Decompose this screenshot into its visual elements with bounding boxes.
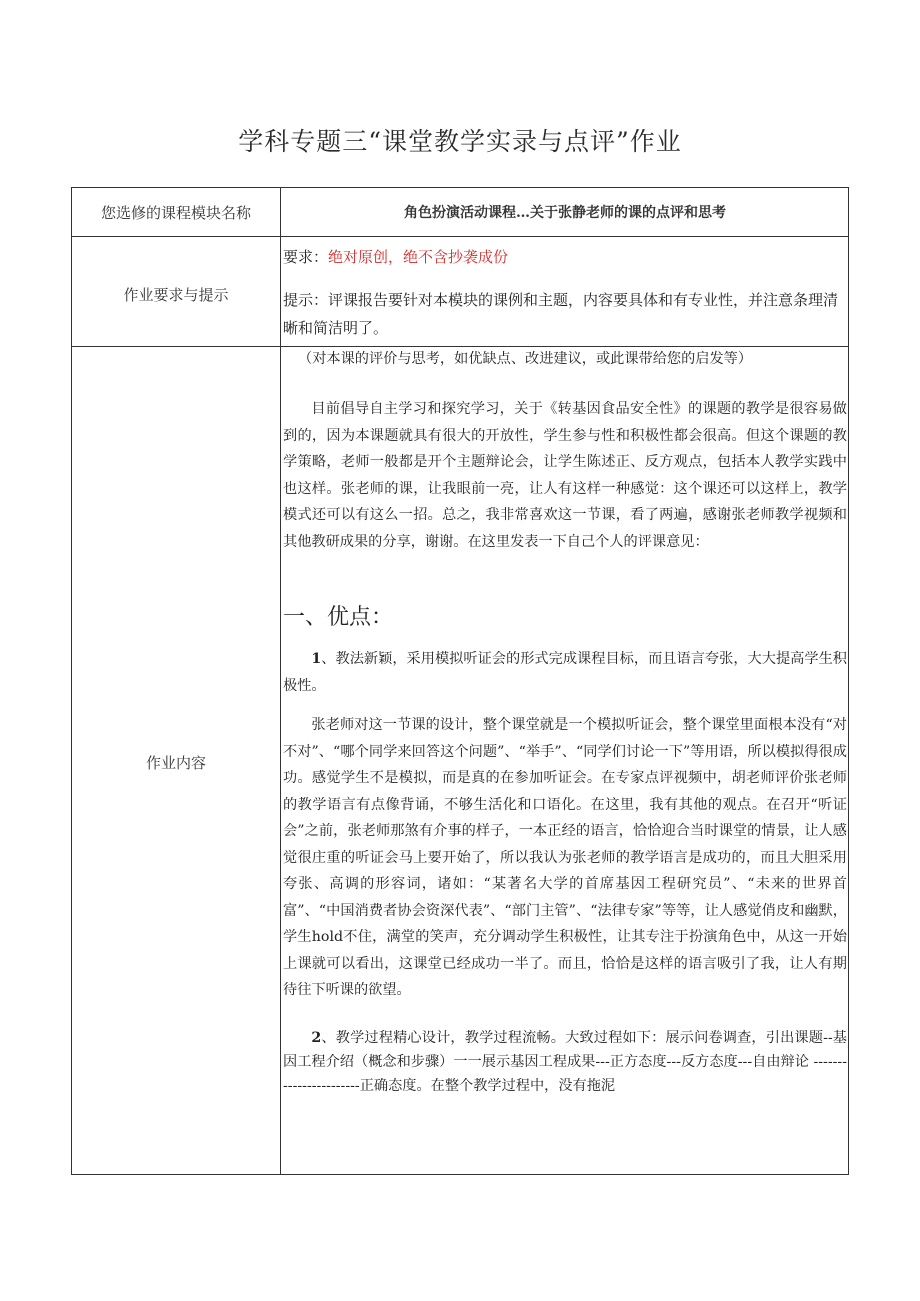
advantage-point-2 bbox=[283, 1026, 847, 1098]
requirement-hint: 提示：评课报告要针对本模块的课例和主题，内容要具体和有专业性，并注意条理清晰和简洁明了。 bbox=[283, 291, 839, 337]
table-row-divider bbox=[71, 236, 849, 237]
requirements-label: 作业要求与提示 bbox=[123, 286, 229, 304]
point-number: 1 bbox=[311, 651, 322, 667]
module-name-label: 您选修的课程模块名称 bbox=[100, 204, 251, 222]
point-number: 2 bbox=[311, 1030, 322, 1046]
table-row-divider bbox=[71, 346, 849, 347]
advantage-point-1-detail: 张老师对这一节课的设计，整个课堂就是一个模拟听证会，整个课堂里面根本没有“对不对”、“哪个同学来回答这个问题”、“举手”、“同学们讨论一下”等用语，所以模拟得很成功。感觉学生不是模拟，而是真的在参加听证会。在专家点评视频中，胡老师评价张老师的教学语言有点像背诵，不够生活化和口语化。在这里，我有其他的观点。在召开“听证会”之前，张老师那煞有介事的样子，一本正经的语言，恰恰迎合当时课堂的情景，让人感觉很庄重的听证会马上要开始了，所以我认为张老师的教学语言是成功的，而且大胆采用夸张、高调的形容词，诸如：“某著名大学的首席基因工程研究员”、“未来的世界首富”、“中国消费者协会资深代表”、“部门主管”、“法律专家”等等，让人感觉俏皮和幽默，学生hold不住，满堂的笑声，充分调动学生积极性，让其专注于扮演角色中，从这一开始上课就可以看出，这课堂已经成功一半了。而且，恰恰是这样的语言吸引了我，让人有期待往下听课的欲望。 bbox=[283, 717, 847, 998]
content-prompt: （对本课的评价与思考，如优缺点、改进建议，或此课带给您的启发等） bbox=[298, 351, 753, 367]
advantage-point-1 bbox=[283, 646, 847, 699]
module-name-value: 角色扮演活动课程…关于张静老师的课的点评和思考 bbox=[404, 205, 726, 221]
requirement-line bbox=[283, 246, 847, 267]
table-column-divider bbox=[280, 187, 281, 1175]
requirement-prefix: 要求： bbox=[283, 248, 329, 266]
point-text: 、教法新颖，采用模拟听证会的形式完成课程目标，而且语言夸张，大大提高学生积极性。 bbox=[283, 651, 847, 694]
intro-paragraph: 目前倡导自主学习和探究学习，关于《转基因食品安全性》的课题的教学是很容易做到的，因为本课题就具有很大的开放性，学生参与性和积极性都会很高。但这个课题的教学策略，老师一般都是开个主题辩论会，让学生陈述正、反方观点，包括本人教学实践中也这样。张老师的课，让我眼前一亮，让人有这样一种感觉：这个课还可以这样上，教学模式还可以有这么一招。总之，我非常喜欢这一节课，看了两遍，感谢张老师教学视频和其他教研成果的分享，谢谢。在这里发表一下自己个人的评课意见： bbox=[283, 401, 847, 550]
page-title: 学科专题三“课堂教学实录与点评”作业 bbox=[238, 127, 682, 156]
content-label: 作业内容 bbox=[145, 754, 206, 772]
section-heading-advantages: 一、优点： bbox=[283, 605, 394, 630]
originality-requirement: 绝对原创，绝不含抄袭成份 bbox=[328, 248, 509, 266]
point-text: 、教学过程精心设计，教学过程流畅。大致过程如下：展示问卷调查，引出课题--基因工程介绍（概念和步骤）一一展示基因工程成果---正方态度---反方态度---自由辩论 -----------------------正确态度。在整个教学过程中，没有拖泥 bbox=[283, 1030, 847, 1094]
